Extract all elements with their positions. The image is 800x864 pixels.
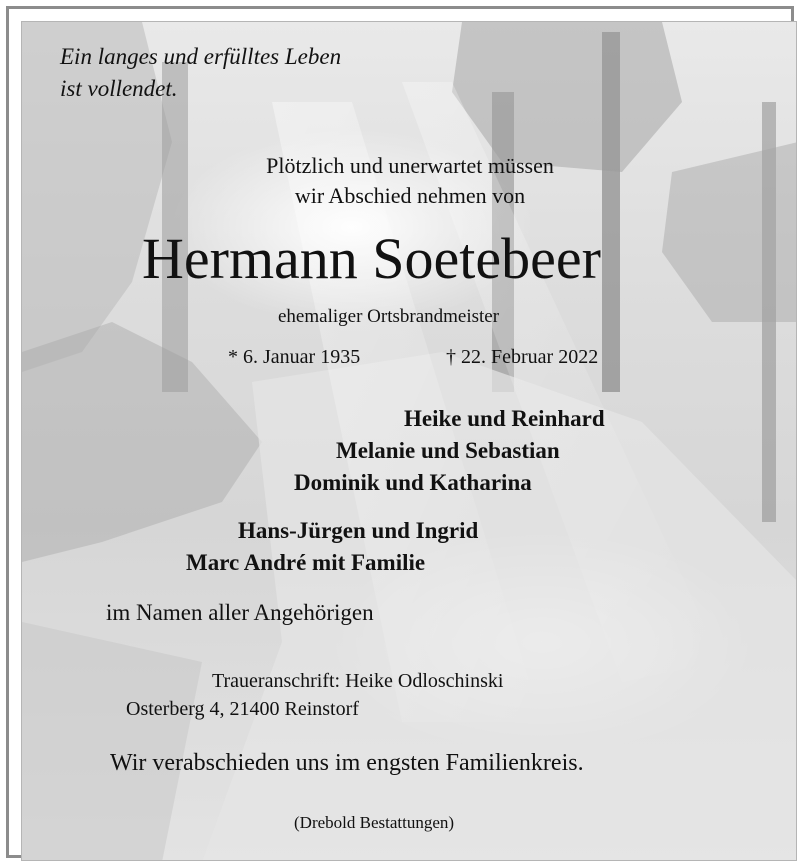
family-member-5: Marc André mit Familie	[186, 550, 426, 575]
deceased-name: Hermann Soetebeer	[142, 226, 601, 291]
address-line-1: Traueranschrift: Heike Odloschinski	[212, 670, 504, 692]
obituary-frame	[6, 6, 794, 858]
obituary-background	[21, 21, 797, 861]
death-date: † 22. Februar 2022	[446, 346, 599, 368]
intro-line-1: Plötzlich und unerwartet müssen	[266, 153, 554, 178]
family-member-2: Melanie und Sebastian	[336, 438, 560, 463]
family-member-3: Dominik und Katharina	[294, 470, 532, 495]
all-relatives: im Namen aller Angehörigen	[106, 600, 374, 625]
family-member-4: Hans-Jürgen und Ingrid	[238, 518, 479, 543]
intro-line-2: wir Abschied nehmen von	[294, 183, 526, 208]
motto-line-2: ist vollendet.	[60, 76, 178, 101]
funeral-notice: Wir verabschieden uns im engsten Familienkreis.	[110, 750, 584, 776]
deceased-title: ehemaliger Ortsbrandmeister	[278, 306, 500, 327]
family-member-1: Heike und Reinhard	[404, 406, 605, 431]
undertaker: (Drebold Bestattungen)	[294, 813, 455, 832]
motto-line-1: Ein langes und erfülltes Leben	[60, 44, 342, 69]
address-line-2: Osterberg 4, 21400 Reinstorf	[126, 698, 359, 720]
birth-date: * 6. Januar 1935	[228, 346, 361, 368]
